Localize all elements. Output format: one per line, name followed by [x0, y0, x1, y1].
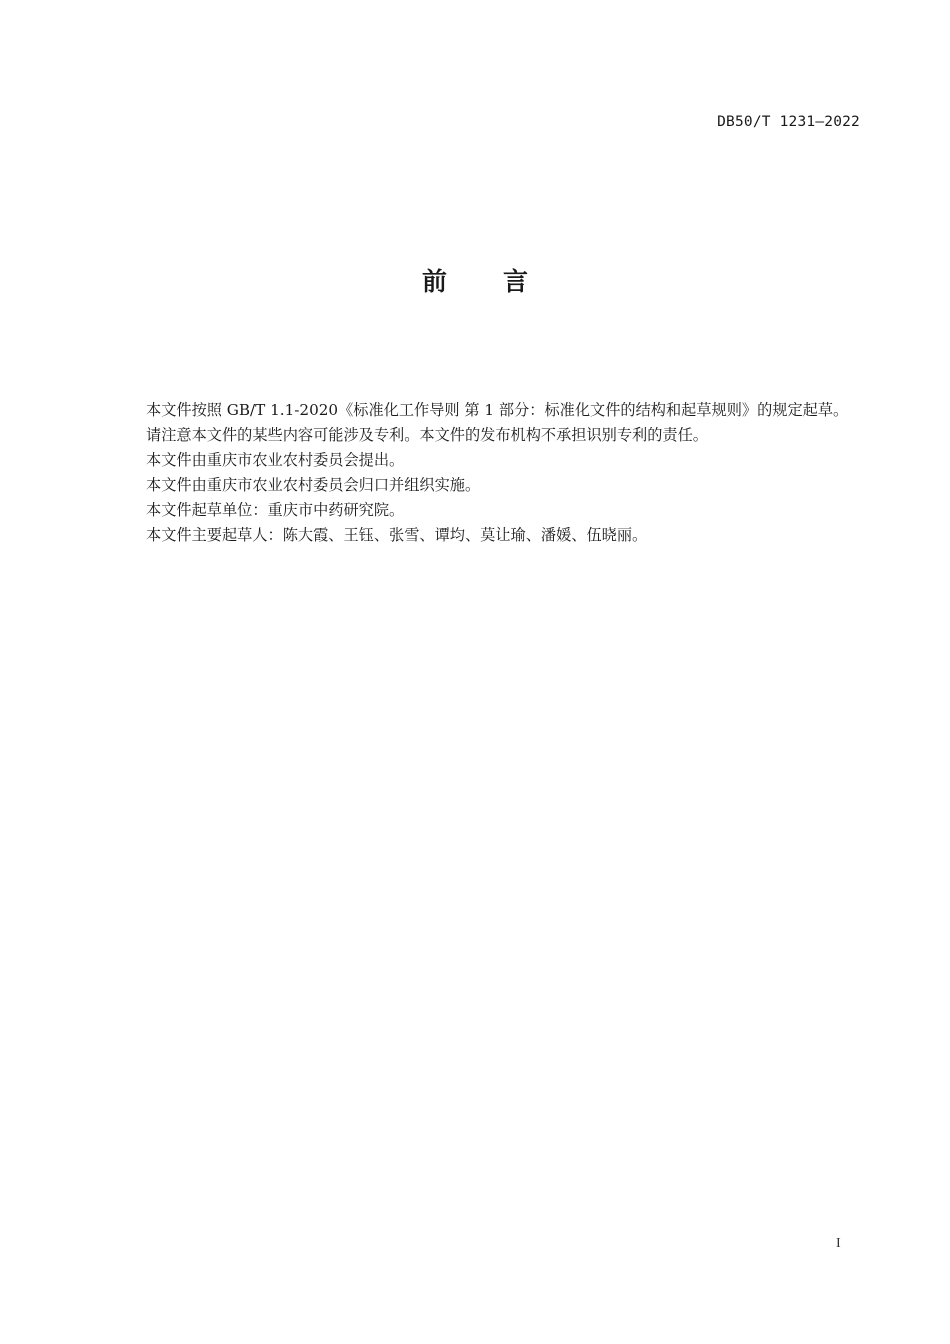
paragraph-drafting-rules: 本文件按照 GB/T 1.1-2020《标准化工作导则 第 1 部分：标准化文件的结构和起草规则》的规定起草。 [146, 401, 849, 419]
paragraph-centralized-by: 本文件由重庆市农业农村委员会归口并组织实施。 [146, 476, 481, 494]
document-code: DB50/T 1231—2022 [717, 114, 860, 130]
page-title: 前言 [421, 267, 584, 296]
paragraph-patent-notice: 请注意本文件的某些内容可能涉及专利。本文件的发布机构不承担识别专利的责任。 [146, 426, 708, 444]
paragraph-drafting-unit: 本文件起草单位：重庆市中药研究院。 [146, 501, 405, 519]
paragraph-proposed-by: 本文件由重庆市农业农村委员会提出。 [146, 451, 405, 469]
paragraph-drafters: 本文件主要起草人：陈大霞、王钰、张雪、谭均、莫让瑜、潘媛、伍晓丽。 [146, 526, 648, 544]
foreword-body [114, 398, 862, 548]
page-number: I [836, 1236, 841, 1251]
